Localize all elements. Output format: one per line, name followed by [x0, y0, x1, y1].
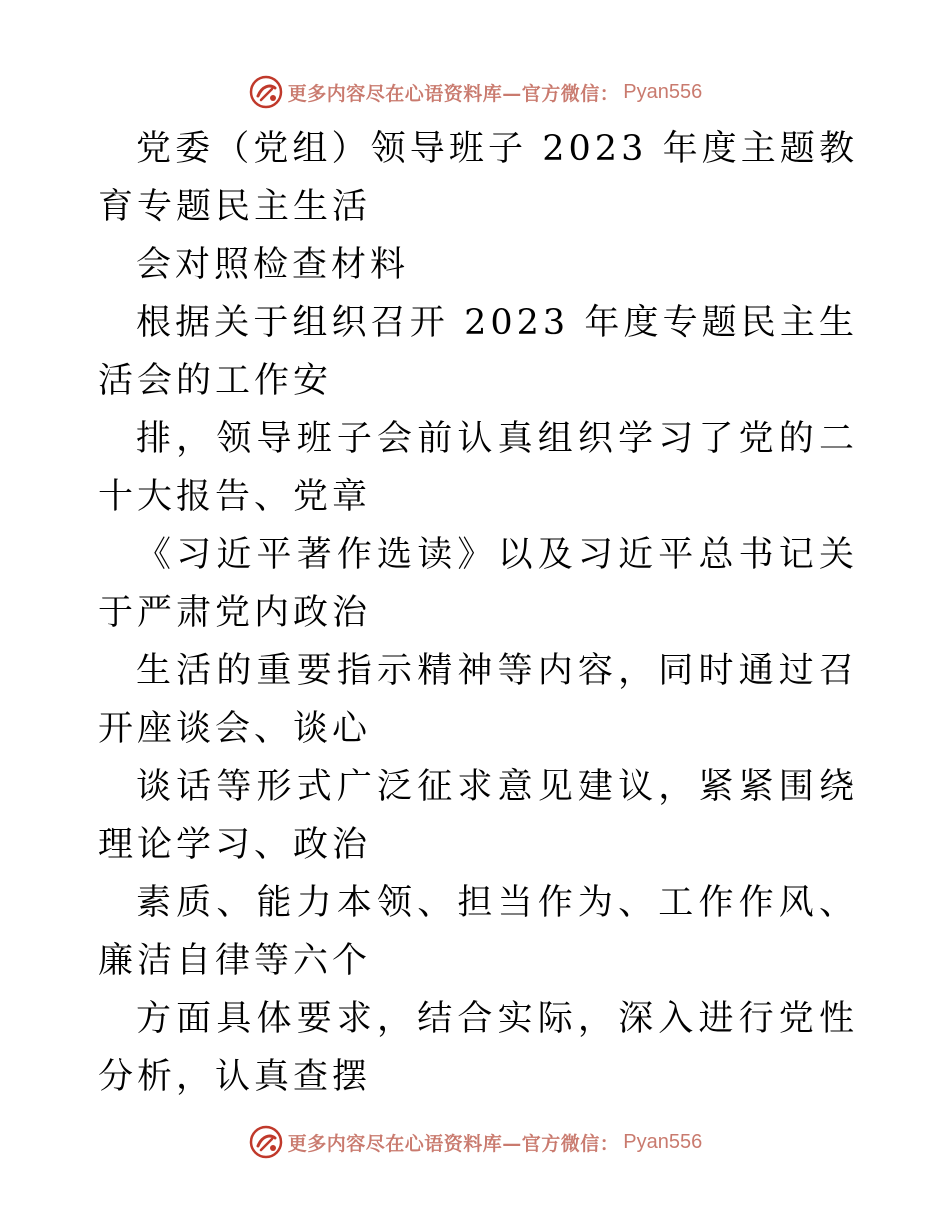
seal-logo-icon	[248, 1124, 284, 1160]
seal-logo-icon	[248, 74, 284, 110]
paragraph-subtitle: 会对照检查材料	[136, 245, 410, 285]
banner-wechat-id: Pyan556	[623, 80, 703, 103]
banner-text: 更多内容尽在心语资料库—官方微信：	[287, 1132, 620, 1155]
paragraph: 素质、能力本领、担当作为、工作作风、廉洁自律等六个	[98, 883, 858, 981]
paragraph: 谈话等形式广泛征求意见建议，紧紧围绕理论学习、政治	[98, 767, 858, 865]
paragraph: 排，领导班子会前认真组织学习了党的二十大报告、党章	[98, 419, 858, 517]
header-watermark-banner	[0, 72, 950, 112]
paragraph: 《习近平著作选读》以及习近平总书记关于严肃党内政治	[98, 535, 858, 633]
paragraph: 根据关于组织召开 2023 年度专题民主生活会的工作安	[98, 303, 858, 401]
banner-text: 更多内容尽在心语资料库—官方微信：	[287, 82, 620, 105]
paragraph: 方面具体要求，结合实际，深入进行党性分析，认真查摆	[98, 999, 858, 1097]
banner-wechat-id: Pyan556	[623, 1130, 703, 1153]
document-body	[98, 120, 858, 1106]
paragraph-title: 党委（党组）领导班子 2023 年度主题教育专题民主生活	[98, 129, 858, 227]
footer-watermark-banner	[0, 1122, 950, 1162]
paragraph: 生活的重要指示精神等内容，同时通过召开座谈会、谈心	[98, 651, 858, 749]
